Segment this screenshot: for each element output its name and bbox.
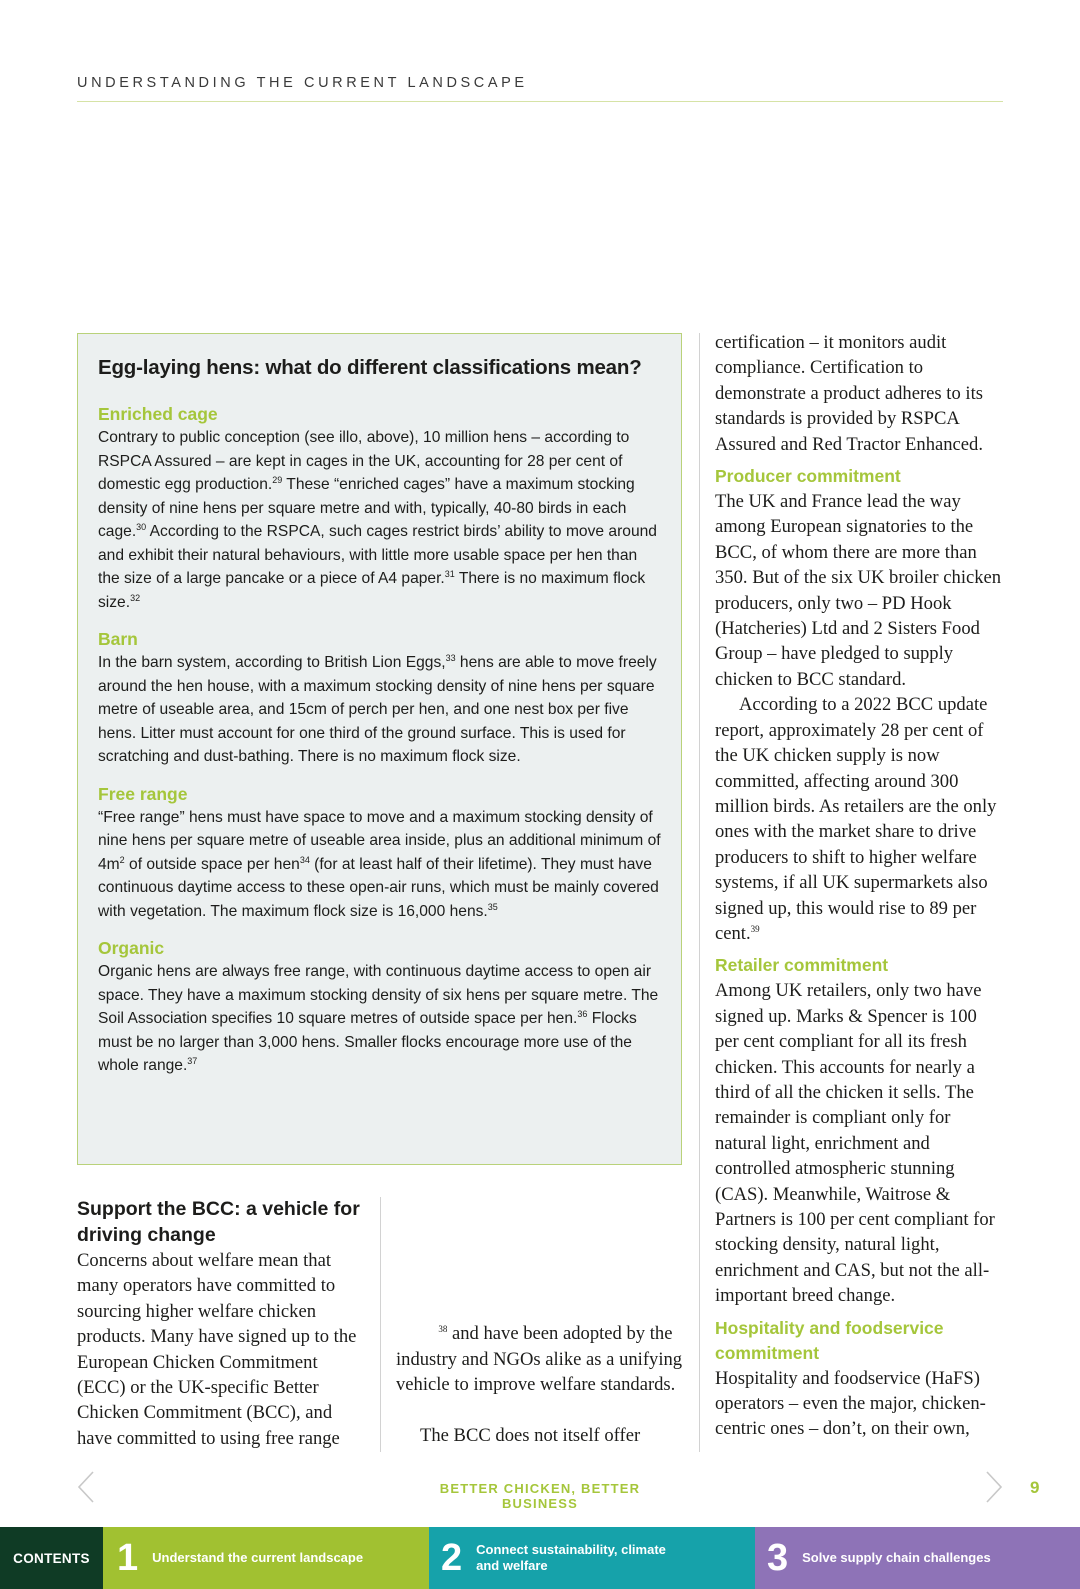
barn-heading: Barn <box>98 629 138 649</box>
chapter-2-button[interactable] <box>429 1527 755 1589</box>
hospitality-text: Hospitality and foodservice (HaFS) operators – even the major, chicken-centric ones – don’t, on their own, <box>715 1367 986 1440</box>
page-number: 9 <box>1030 1478 1040 1497</box>
producer-text-2: According to a 2022 BCC update report, approximately 28 per cent of the UK chicken supply is now committed, affecting around 300 million birds. As retailers are the only ones with the market share to drive producers to shift to higher welfare systems, if all UK supermarkets also signed up, this would rise to 89 per cent.$^{39}$ <box>715 694 997 944</box>
organic-heading: Organic <box>98 938 165 958</box>
producer-heading: Producer commitment <box>715 466 901 487</box>
box-title: Egg-laying hens: what do different classifications mean? <box>98 356 642 379</box>
chapter-number: 3 <box>767 1537 789 1579</box>
bcc-text-2: The BCC does not itself offer <box>420 1425 641 1446</box>
footer-title: BETTER CHICKEN, BETTER BUSINESS <box>439 1481 641 1511</box>
free-range-text: “Free range” hens must have space to move and a maximum stocking density of nine hens per square metre of useable area inside, plus an additional minimum of $4m^2$ of outside space per hen$^{34}$ (for at least half of their lifetime). They must have continuous daytime access to these open-air runs, which must be mainly covered with vegetation. The maximum flock size is 16,000 hens.$^{35}$ <box>98 808 661 920</box>
contents-button[interactable] <box>0 1527 103 1589</box>
column-divider <box>380 1197 381 1452</box>
section-title: UNDERSTANDING THE CURRENT LANDSCAPE <box>77 75 528 91</box>
column-divider <box>699 333 700 1452</box>
chapter-number: 1 <box>117 1537 139 1579</box>
bottom-navigation <box>0 1527 1080 1589</box>
bcc-text-continued: $^{38}$ and have been adopted by the industry and NGOs alike as a unifying vehicle to improve welfare standards. <box>396 1323 683 1396</box>
free-range-heading: Free range <box>98 783 188 804</box>
chapter-label: Understand the current landscape <box>152 1550 364 1565</box>
chapter-label: Solve supply chain challenges <box>802 1550 991 1565</box>
barn-text: In the barn system, according to British Lion Eggs,$^{33}$ hens are able to move freely around the hen house, with a maximum stocking density of nine hens per square metre of useable area, and 15cm of perch per hen, and one nest box per five hens. Litter must account for one third of the ground surface. This is used for scratching and dust-bathing. There is no maximum flock size. <box>98 652 657 765</box>
enriched-cage-text: Contrary to public conception (see illo, above), 10 million hens – according to RSPCA Assured – are kept in cages in the UK, accounting for 28 per cent of domestic egg production.$^{29}$ These “enriched cages” have a maximum stocking density of nine hens per square metre and with, typically, 40-80 birds in each cage.$^{30}$ According to the RSPCA, such cages restrict birds’ ability to move around and exhibit their natural behaviours, with little more usable space per hen than the size of a large pancake or a piece of A4 paper.$^{31}$ There is no maximum flock size.$^{32}$ <box>98 429 657 611</box>
bcc-column-1 <box>77 1197 367 1451</box>
retailer-heading: Retailer commitment <box>715 955 889 976</box>
retailer-text: Among UK retailers, only two have signed up. Marks & Spencer is 100 per cent compliant for all its fresh chicken. This accounts for nearly a third of all the chicken it sells. The remainder is compliant only for natural light, enrichment and controlled atmospheric stunning (CAS). Meanwhile, Waitrose & Partners is 100 per cent compliant for stocking density, natural light, enrichment and CAS, but not the all-important breed change. <box>715 980 995 1307</box>
bcc-column-2 <box>396 1195 686 1448</box>
chapter-1-button[interactable] <box>103 1527 429 1589</box>
enriched-cage-heading: Enriched cage <box>98 404 218 424</box>
section-header <box>77 74 1003 102</box>
bcc-heading: Support the BCC: a vehicle for driving change <box>77 1198 360 1246</box>
producer-text-1: The UK and France lead the way among European signatories to the BCC, of whom there are more than 350. But of the six UK broiler chicken producers, only two – PD Hook (Hatcheries) Ltd and 2 Sisters Food Group – have pledged to supply chicken to BCC standard. <box>715 491 1002 690</box>
hospitality-heading: Hospitality and foodservice commitment <box>715 1317 944 1363</box>
chevron-right-icon[interactable] <box>984 1470 1004 1504</box>
chevron-left-icon[interactable] <box>76 1470 96 1504</box>
certification-text: certification – it monitors audit compliance. Certification to demonstrate a product adheres to its standards is provided by RSPCA Assured and Red Tractor Enhanced. <box>715 332 984 455</box>
right-column <box>715 330 1005 1442</box>
chapter-label: Connect sustainability, climate and welfare <box>476 1542 666 1573</box>
bcc-text: Concerns about welfare mean that many operators have committed to sourcing higher welfare chicken products. Many have signed up to the European Chicken Commitment (ECC) or the UK-specific Better Chicken Commitment (BCC), and have committed to using free range <box>77 1250 357 1449</box>
organic-text: Organic hens are always free range, with continuous daytime access to open air space. They have a maximum stocking density of six hens per square metre. The Soil Association specifies 10 square metres of outside space per hen.$^{36}$ Flocks must be no larger than 3,000 hens. Smaller flocks encourage more use of the whole range.$^{37}$ <box>98 963 659 1074</box>
chapter-number: 2 <box>441 1537 463 1579</box>
contents-label: CONTENTS <box>13 1550 90 1566</box>
chapter-3-button[interactable] <box>755 1527 1080 1589</box>
